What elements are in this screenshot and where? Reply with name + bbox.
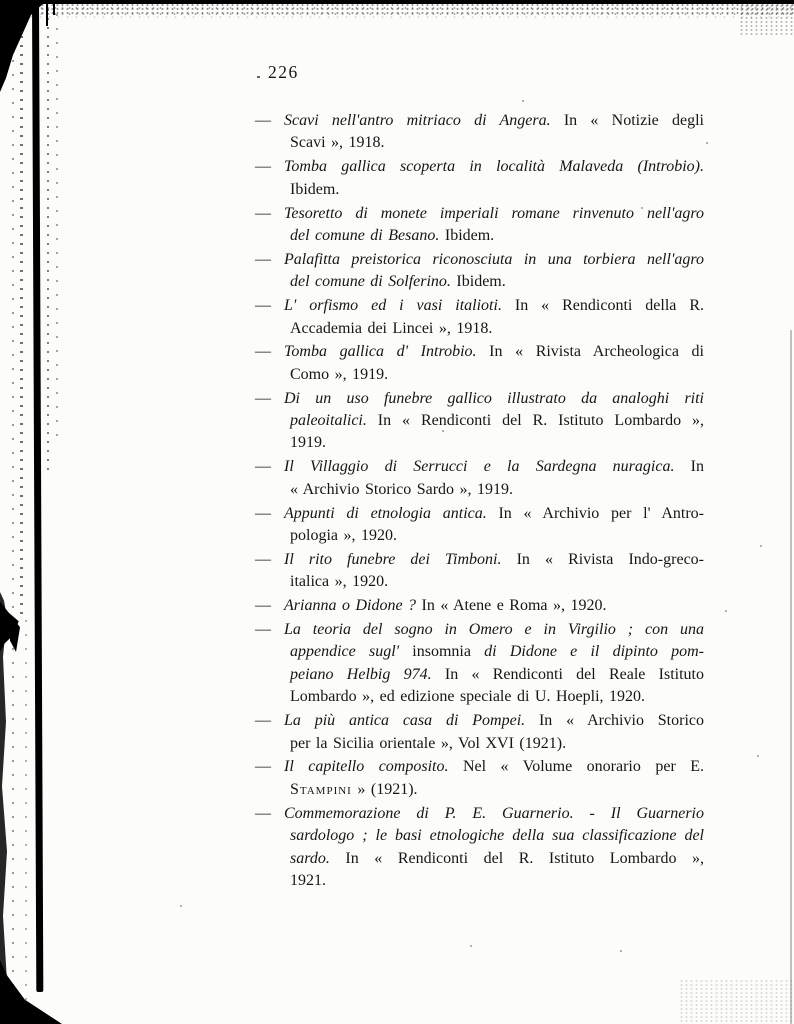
entry-line bbox=[284, 641, 704, 663]
scan-noise-column bbox=[56, 0, 58, 440]
text-segment: Di un uso funebre gallico illustrato da analoghi riti bbox=[284, 389, 704, 407]
text-segment: Accademia dei Lincei », 1918. bbox=[290, 319, 493, 337]
bibliography-entry bbox=[255, 503, 704, 548]
text-segment: Il capitello composito. bbox=[284, 758, 449, 776]
bibliography-entry bbox=[255, 156, 704, 201]
bibliography-entry bbox=[255, 595, 704, 617]
entry-line bbox=[284, 848, 704, 870]
scan-top-edge-noise-faint bbox=[0, 14, 794, 22]
bibliography-entry bbox=[255, 295, 704, 340]
bibliography-entry bbox=[255, 249, 704, 294]
bibliography-entry bbox=[255, 388, 704, 455]
text-segment: In « Notizie degli bbox=[550, 112, 704, 129]
entry-line bbox=[284, 225, 704, 247]
entry-line bbox=[284, 410, 704, 432]
text-segment: In « Archivio per l' Antro- bbox=[486, 504, 704, 522]
scan-noise-column bbox=[25, 620, 27, 1000]
text-segment: sardologo ; le basi etnologiche della sua classificazione del bbox=[290, 827, 704, 845]
text-segment: Stampini bbox=[290, 780, 352, 798]
entry-line bbox=[255, 249, 704, 271]
bibliography-entry bbox=[255, 203, 704, 248]
scan-left-edge-strip bbox=[0, 592, 7, 1024]
entry-dash: — bbox=[255, 389, 271, 407]
scan-bottom-right-speckles bbox=[679, 979, 794, 1024]
entry-line bbox=[255, 341, 704, 363]
entry-line bbox=[255, 110, 704, 132]
entry-dash: — bbox=[255, 550, 271, 568]
bibliography-entry bbox=[255, 549, 704, 594]
entry-line bbox=[284, 318, 704, 340]
scan-speck bbox=[257, 76, 260, 78]
text-segment: Commemorazione di P. E. Guarnerio. - Il Guarnerio bbox=[284, 804, 704, 822]
entry-dash: — bbox=[255, 112, 271, 129]
entry-line bbox=[284, 432, 704, 454]
entry-line bbox=[255, 710, 704, 732]
scan-speck bbox=[620, 950, 622, 952]
entry-dash: — bbox=[255, 458, 271, 476]
text-segment: Lombardo », ed edizione speciale di U. Hoepli, 1920. bbox=[290, 688, 646, 706]
text-segment: La teoria del sogno in Omero e in Virgilio ; con una bbox=[284, 621, 704, 639]
scan-top-right-speckles bbox=[739, 0, 794, 36]
page-number: 226 bbox=[268, 62, 299, 82]
entry-line bbox=[284, 364, 704, 386]
text-segment: Arianna o Didone ? bbox=[284, 597, 417, 615]
entry-line bbox=[284, 479, 704, 501]
entry-dash: — bbox=[255, 804, 271, 822]
text-segment: del comune di Solferino. bbox=[290, 273, 451, 291]
entry-line bbox=[284, 870, 704, 892]
bibliography-entry bbox=[255, 456, 705, 501]
entry-line bbox=[284, 271, 704, 293]
text-segment: 1921. bbox=[290, 871, 326, 889]
scan-tick-mark bbox=[53, 2, 55, 15]
text-segment: italica », 1920. bbox=[290, 573, 389, 591]
scan-binding-line bbox=[32, 0, 43, 992]
entry-line bbox=[255, 803, 704, 825]
scan-noise-column bbox=[20, 0, 23, 620]
text-segment: di Didone e il dipinto pom- bbox=[470, 643, 704, 661]
bibliography-entry bbox=[255, 619, 704, 709]
text-segment: Scavi nell'antro mitriaco di Angera. bbox=[284, 112, 551, 129]
entry-line bbox=[255, 595, 704, 617]
text-segment: Ibidem. bbox=[439, 226, 495, 244]
text-segment: La più antica casa di Pompei. bbox=[284, 712, 526, 730]
bibliography-entry bbox=[255, 710, 704, 755]
text-segment: L' orfismo ed i vasi italioti. bbox=[284, 297, 502, 315]
text-segment: » (1921). bbox=[351, 780, 418, 798]
bibliography-list bbox=[255, 110, 705, 894]
entry-line bbox=[284, 525, 704, 547]
scan-noise-column bbox=[47, 0, 49, 470]
scan-speck bbox=[470, 945, 472, 947]
entry-line bbox=[284, 571, 704, 593]
entry-line bbox=[255, 388, 704, 410]
entry-line bbox=[255, 295, 704, 317]
entry-line bbox=[284, 132, 704, 154]
entry-line bbox=[284, 664, 704, 686]
scan-noise-column bbox=[12, 60, 14, 1020]
entry-line bbox=[255, 203, 704, 225]
text-segment: In « Rivista Indo-greco- bbox=[501, 550, 704, 568]
scan-speck bbox=[706, 142, 708, 144]
text-segment: Tomba gallica scoperta in località Malaveda (Introbio). bbox=[284, 158, 704, 176]
entry-dash: — bbox=[255, 343, 271, 361]
bibliography-entry bbox=[255, 341, 704, 386]
entry-line bbox=[255, 549, 704, 571]
text-segment: In « Rendiconti del R. Istituto Lombardo », bbox=[329, 849, 704, 867]
bibliography-entry bbox=[255, 756, 705, 801]
text-segment: Nel « Volume onorario per E. bbox=[448, 758, 705, 776]
text-segment: Tesoretto di monete imperiali romane rinvenuto nell'agro bbox=[284, 204, 704, 222]
text-segment: In « Rendiconti del R. Istituto Lombardo », bbox=[366, 412, 704, 430]
entry-dash: — bbox=[255, 297, 271, 315]
entry-dash: — bbox=[255, 204, 271, 222]
entry-line bbox=[284, 825, 704, 847]
entry-dash: — bbox=[255, 504, 271, 522]
bibliography-entry bbox=[255, 110, 704, 155]
text-segment: Appunti di etnologia antica. bbox=[284, 504, 487, 522]
scan-speck bbox=[641, 207, 643, 209]
entry-line bbox=[284, 733, 704, 755]
scan-right-edge-line bbox=[790, 330, 792, 1024]
scan-speck bbox=[757, 755, 759, 757]
entry-dash: — bbox=[255, 621, 271, 639]
scan-speck bbox=[180, 905, 182, 907]
scan-speck bbox=[522, 100, 524, 102]
entry-line bbox=[255, 756, 705, 778]
text-segment: In bbox=[674, 458, 705, 476]
text-segment: insomnia bbox=[412, 643, 471, 661]
text-segment: sardo. bbox=[290, 849, 330, 867]
text-segment: Il Villaggio di Serrucci e la Sardegna nuragica. bbox=[284, 458, 675, 476]
text-segment: pologia », 1920. bbox=[290, 527, 397, 545]
text-segment: Tomba gallica d' Introbio. bbox=[284, 343, 477, 361]
bibliography-entry bbox=[255, 803, 704, 893]
text-segment: In « Rendiconti del Reale Istituto bbox=[431, 665, 704, 683]
entry-line bbox=[284, 779, 704, 801]
text-segment: appendice sugl' bbox=[290, 643, 413, 661]
entry-line bbox=[255, 619, 704, 641]
text-segment: In « Rivista Archeologica di bbox=[476, 343, 704, 361]
entry-line bbox=[284, 686, 704, 708]
entry-dash: — bbox=[255, 597, 271, 615]
text-segment: del comune di Besano. bbox=[290, 226, 440, 244]
scan-bottom-left-wedge bbox=[0, 960, 62, 1024]
entry-line bbox=[255, 156, 704, 178]
entry-dash: — bbox=[255, 250, 271, 268]
scan-speck bbox=[442, 430, 444, 432]
text-segment: peiano Helbig 974. bbox=[290, 665, 432, 683]
text-segment: Scavi », 1918. bbox=[290, 134, 385, 152]
entry-dash: — bbox=[255, 712, 271, 730]
scan-tick-mark bbox=[46, 4, 48, 26]
entry-line bbox=[255, 456, 705, 478]
text-segment: Palafitta preistorica riconosciuta in una torbiera nell'agro bbox=[284, 250, 704, 268]
text-segment: Il rito funebre dei Timboni. bbox=[284, 550, 502, 568]
entry-line bbox=[255, 503, 704, 525]
text-segment: « Archivio Storico Sardo », 1919. bbox=[290, 480, 514, 498]
text-segment: In « Atene e Roma », 1920. bbox=[416, 597, 607, 615]
text-segment: In « Archivio Storico bbox=[525, 712, 704, 730]
text-segment: Ibidem. bbox=[450, 273, 506, 291]
entry-dash: — bbox=[255, 158, 271, 176]
text-segment: per la Sicilia orientale », Vol XVI (1921). bbox=[290, 734, 567, 752]
text-segment: paleoitalici. bbox=[290, 412, 367, 430]
text-segment: 1919. bbox=[290, 434, 326, 452]
text-segment: Como », 1919. bbox=[290, 365, 389, 383]
scan-speck bbox=[760, 545, 762, 547]
text-segment: Ibidem. bbox=[290, 180, 340, 198]
text-segment: In « Rendiconti della R. bbox=[501, 297, 704, 315]
entry-dash: — bbox=[255, 758, 271, 776]
entry-line bbox=[284, 179, 704, 201]
scan-speck bbox=[725, 610, 727, 612]
